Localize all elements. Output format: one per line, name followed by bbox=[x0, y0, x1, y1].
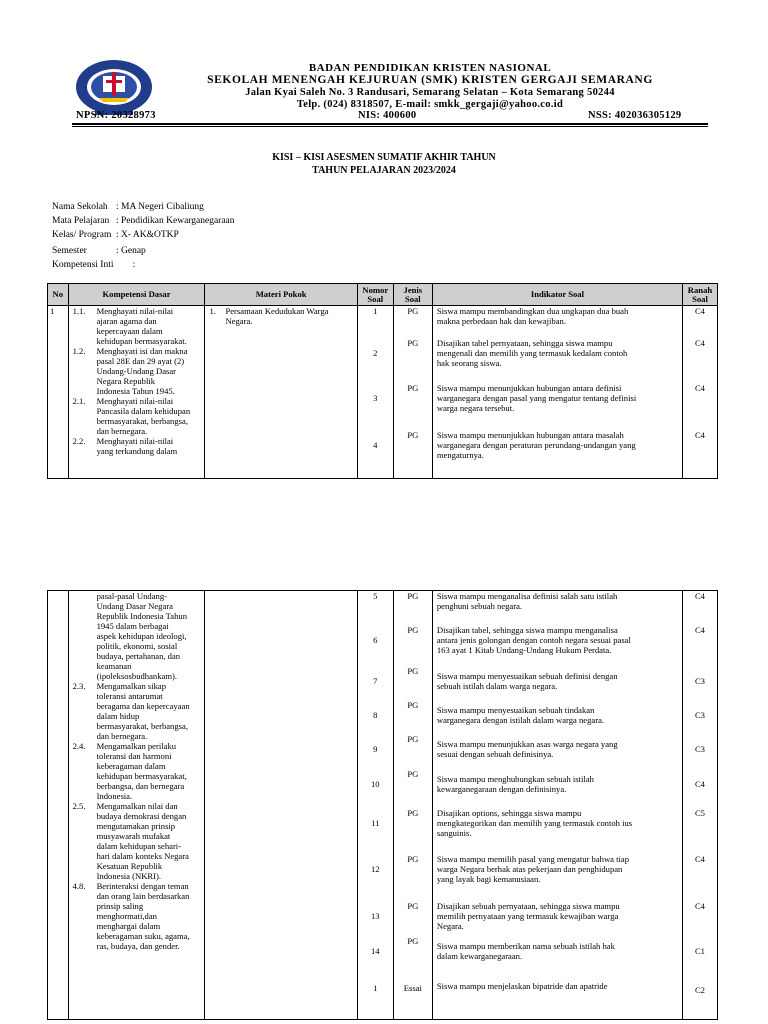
kd-line: Mengamalkan perilaku bbox=[96, 741, 177, 751]
question-number: 9 bbox=[373, 744, 378, 754]
indicator-line: mengkategorikan dan memilih yang termasuk contoh ius bbox=[436, 818, 633, 828]
cognitive-level: C4 bbox=[694, 901, 705, 911]
kd-line: toleransi dan harmoni bbox=[96, 751, 172, 761]
identity-value: : Pendidikan Kewarganegaraan bbox=[116, 216, 235, 226]
kd-line: Menghayati nilai-nilai bbox=[96, 396, 174, 406]
letterhead-ids bbox=[76, 110, 710, 124]
kd-line: Negara Republik bbox=[96, 376, 156, 386]
indicator-line: warganegara dengan peraturan perundang-undangan yang bbox=[436, 440, 636, 450]
identity-row bbox=[52, 216, 235, 230]
question-number: 1 bbox=[373, 983, 378, 993]
question-number: 10 bbox=[370, 779, 380, 789]
kd-line: yang terkandung dalam bbox=[96, 446, 178, 456]
kd-line: bermasyarakat, berbangsa, bbox=[96, 416, 188, 426]
indicator-line: warganegara dengan istilah dalam warga negara. bbox=[436, 715, 605, 725]
indicator-line: sebuah istilah dalam warga negara. bbox=[436, 681, 558, 691]
kd-line: (ipoleksosbudhankam). bbox=[96, 671, 178, 681]
question-number: 5 bbox=[373, 591, 378, 601]
identity-row bbox=[52, 202, 235, 216]
question-number: 2 bbox=[373, 348, 378, 358]
kd-item bbox=[71, 881, 203, 951]
kd-line: Mengamalkan sikap bbox=[96, 681, 167, 691]
kd-item bbox=[71, 801, 203, 881]
indicator-line: Disajikan options, sehingga siswa mampu bbox=[436, 808, 582, 818]
indicator-line: dalam kewarganegaraan. bbox=[436, 951, 523, 961]
indikator-cell bbox=[432, 591, 682, 1020]
kd-line: keberagaman suku, agama, bbox=[96, 931, 190, 941]
materi-cell bbox=[205, 306, 357, 479]
cognitive-level: C3 bbox=[694, 710, 705, 720]
question-type: PG bbox=[407, 936, 419, 946]
identity-label: Mata Pelajaran bbox=[52, 216, 110, 226]
indicator-line: penghuni sebuah negara. bbox=[436, 601, 523, 611]
question-number: 4 bbox=[373, 440, 378, 450]
kd-line: Pancasila dalam kehidupan bbox=[96, 406, 191, 416]
cognitive-level: C5 bbox=[694, 808, 705, 818]
indicator-text bbox=[437, 808, 678, 838]
kd-line: budaya demokrasi dengan bbox=[96, 811, 187, 821]
indicator-line: Siswa mampu menyesuaikan sebuah tindakan bbox=[436, 705, 595, 715]
question-type: PG bbox=[407, 769, 419, 779]
kd-item bbox=[71, 436, 203, 456]
nomor-cell bbox=[357, 306, 393, 479]
kd-line: bermasyarakat, berbangsa, bbox=[96, 721, 188, 731]
cognitive-level: C4 bbox=[694, 779, 705, 789]
indicator-text bbox=[437, 774, 678, 794]
kd-item bbox=[71, 741, 203, 801]
indicator-text bbox=[437, 739, 678, 759]
question-type: PG bbox=[407, 625, 419, 635]
nomor-cell bbox=[357, 591, 393, 1020]
indicator-line: hak seorang siswa. bbox=[436, 358, 502, 368]
indicator-line: warga negara tersebut. bbox=[436, 403, 515, 413]
kd-list bbox=[71, 306, 203, 456]
kd-line: Undang-Undang Dasar bbox=[96, 366, 177, 376]
letterhead-school-name: SEKOLAH MENENGAH KEJURUAN (SMK) KRISTEN GERGAJI SEMARANG bbox=[207, 74, 653, 86]
kd-line: menghormati,dan bbox=[96, 911, 157, 921]
cognitive-level: C4 bbox=[694, 338, 705, 348]
kd-cell bbox=[68, 306, 205, 479]
materi-line: Negara. bbox=[225, 316, 253, 326]
header-nomor-soal: Nomor Soal bbox=[357, 284, 393, 306]
cognitive-level: C4 bbox=[694, 383, 705, 393]
materi-item bbox=[207, 306, 354, 326]
cognitive-level: C4 bbox=[694, 854, 705, 864]
cognitive-level: C4 bbox=[694, 591, 705, 601]
identity-block bbox=[52, 202, 235, 274]
kd-line: ajaran agama dan bbox=[96, 316, 157, 326]
kd-line: dan bernegara. bbox=[96, 731, 148, 741]
kd-line: aspek kehidupan ideologi, bbox=[96, 631, 187, 641]
indicator-line: yang layak bagi kemanusiaan. bbox=[436, 874, 541, 884]
question-type: PG bbox=[407, 666, 419, 676]
document-subtitle: TAHUN PELAJARAN 2023/2024 bbox=[312, 165, 456, 176]
indicator-line: Siswa mampu menunjukkan hubungan antara masalah bbox=[436, 430, 624, 440]
indicator-line: Siswa mampu memilih pasal yang mengatur bahwa tiap bbox=[436, 854, 629, 864]
kd-line: berbangsa, dan bernegara bbox=[96, 781, 185, 791]
question-number: 6 bbox=[373, 635, 378, 645]
indicator-text bbox=[437, 705, 678, 725]
kd-line: prinsip saling bbox=[96, 901, 144, 911]
kd-line: mengutamakan prinsip bbox=[96, 821, 176, 831]
indicator-line: 163 ayat 1 Kitab Undang-Undang Hukum Perdata. bbox=[436, 645, 612, 655]
indicator-line: Siswa mampu memberikan nama sebuah istilah hak bbox=[436, 941, 615, 951]
kd-line: Mengamalkan nilai dan bbox=[96, 801, 178, 811]
letterhead-contact: Telp. (024) 8318507, E-mail: smkk_gergaji@yahoo.co.id bbox=[296, 99, 564, 110]
cognitive-level: C1 bbox=[694, 946, 705, 956]
header-ranah-soal: Ranah Soal bbox=[682, 284, 717, 306]
indicator-text bbox=[437, 338, 678, 368]
materi-line: Persamaan Kedudukan Warga bbox=[225, 306, 329, 316]
jenis-cell bbox=[393, 306, 432, 479]
cognitive-level: C3 bbox=[694, 676, 705, 686]
indicator-line: Siswa mampu menjelaskan bipatride dan apatride bbox=[436, 981, 608, 991]
question-type: PG bbox=[407, 700, 419, 710]
question-type: PG bbox=[407, 338, 419, 348]
indicator-line: makna perbedaan hak dan kewajiban. bbox=[436, 316, 566, 326]
kisi-table-part-1 bbox=[47, 283, 718, 479]
kd-list bbox=[71, 591, 203, 951]
kd-line: Indonesia Tahun 1945. bbox=[96, 386, 175, 396]
cognitive-level: C4 bbox=[694, 430, 705, 440]
npsn-label: NPSN: 20328973 bbox=[76, 110, 156, 121]
kd-number: 2.1. bbox=[72, 396, 86, 406]
kd-line: pasal-pasal Undang- bbox=[96, 591, 167, 601]
identity-value: : bbox=[116, 260, 136, 270]
kd-line: dalam hidup bbox=[96, 711, 140, 721]
kd-line: menghargai dalam bbox=[96, 921, 161, 931]
question-type: PG bbox=[407, 808, 419, 818]
kd-number: 1.2. bbox=[72, 346, 86, 356]
jenis-cell bbox=[393, 591, 432, 1020]
cognitive-level: C2 bbox=[694, 985, 705, 995]
kd-line: dan orang lain berdasarkan bbox=[96, 891, 190, 901]
indicator-line: memilih pernyataan yang termasuk kewajiban warga bbox=[436, 911, 619, 921]
indicator-line: Siswa mampu menunjukkan asas warga negara yang bbox=[436, 739, 618, 749]
indicator-line: Siswa mampu menunjukkan hubungan antara definisi bbox=[436, 383, 622, 393]
identity-label: Kelas/ Program bbox=[52, 230, 112, 240]
identity-row bbox=[52, 230, 235, 244]
question-number: 8 bbox=[373, 710, 378, 720]
kd-line: dan bernegara. bbox=[96, 426, 148, 436]
cognitive-level: C4 bbox=[694, 625, 705, 635]
cognitive-level: C3 bbox=[694, 744, 705, 754]
indicator-text bbox=[437, 671, 678, 691]
cognitive-level: C4 bbox=[694, 306, 705, 316]
indicator-line: warganegara dengan pasal yang mengatur tentang definisi bbox=[436, 393, 637, 403]
ranah-cell bbox=[682, 306, 717, 479]
question-number: 14 bbox=[370, 946, 380, 956]
identity-row bbox=[52, 260, 235, 274]
indicator-text bbox=[437, 625, 678, 655]
indikator-cell bbox=[432, 306, 682, 479]
kd-line: Berinteraksi dengan teman bbox=[96, 881, 189, 891]
kd-item bbox=[71, 681, 203, 741]
kd-line: dalam kehidupan sehari- bbox=[96, 841, 182, 851]
header-materi-pokok: Materi Pokok bbox=[205, 284, 357, 306]
question-number: 3 bbox=[373, 393, 378, 403]
nis-label: NIS: 400600 bbox=[358, 110, 417, 121]
identity-value: : Genap bbox=[116, 246, 146, 256]
table-row bbox=[48, 306, 718, 479]
identity-value: : MA Negeri Cibaliung bbox=[116, 202, 204, 212]
question-number: 1 bbox=[373, 306, 378, 316]
header-no: No bbox=[48, 284, 69, 306]
kd-line: Undang Dasar Negara bbox=[96, 601, 173, 611]
letterhead bbox=[70, 50, 710, 122]
kd-line: Menghayati isi dan makna bbox=[96, 346, 188, 356]
indicator-line: Disajikan tabel pernyataan, sehingga siswa mampu bbox=[436, 338, 613, 348]
kd-line: hari dalam konteks Negara bbox=[96, 851, 189, 861]
indicator-line: Siswa mampu menghubungkan sebuah istilah bbox=[436, 774, 594, 784]
kd-number: 4.8. bbox=[72, 881, 86, 891]
indicator-line: Siswa mampu menyesuaikan sebuah definisi dengan bbox=[436, 671, 618, 681]
kd-line: kepercayaan dalam bbox=[96, 326, 163, 336]
header-kompetensi-dasar: Kompetensi Dasar bbox=[68, 284, 205, 306]
header-jenis-soal: Jenis Soal bbox=[393, 284, 432, 306]
table-header-row bbox=[48, 284, 718, 306]
kd-line: kehidupan bermasyarakat. bbox=[96, 336, 187, 346]
indicator-text bbox=[437, 306, 678, 326]
kd-line: Indonesia (NKRI). bbox=[96, 871, 162, 881]
kd-line: beragama dan kepercayaan bbox=[96, 701, 190, 711]
row-number bbox=[48, 591, 69, 1020]
letterhead-rule bbox=[72, 123, 708, 125]
kd-line: keamanan bbox=[96, 661, 132, 671]
identity-row bbox=[52, 246, 235, 260]
document-title: KISI – KISI ASESMEN SUMATIF AKHIR TAHUN bbox=[272, 152, 496, 163]
indicator-line: Siswa mampu menganalisa definisi salah satu istilah bbox=[436, 591, 618, 601]
question-number: 13 bbox=[370, 911, 380, 921]
materi-number: 1. bbox=[209, 306, 216, 316]
kd-line: ras, budaya, dan gender. bbox=[96, 941, 180, 951]
kd-cell bbox=[68, 591, 205, 1020]
kd-line: Menghayati nilai-nilai bbox=[96, 306, 174, 316]
indicator-line: mengaturnya. bbox=[436, 450, 484, 460]
kd-line: Menghayati nilai-nilai bbox=[96, 436, 174, 446]
kd-item bbox=[71, 306, 203, 346]
indicator-text bbox=[437, 854, 678, 884]
question-type: Essai bbox=[403, 983, 422, 993]
identity-label: Nama Sekolah bbox=[52, 202, 108, 212]
kd-line: politik, ekonomi, sosial bbox=[96, 641, 178, 651]
kd-line: kehidupan bermasyarakat, bbox=[96, 771, 187, 781]
kd-line: 1945 dalam berbagai bbox=[96, 621, 169, 631]
indicator-line: warga Negara berhak atas pekerjaan dan penghidupan bbox=[436, 864, 623, 874]
kd-number: 2.5. bbox=[72, 801, 86, 811]
question-type: PG bbox=[407, 901, 419, 911]
kd-item bbox=[71, 396, 203, 436]
nss-label: NSS: 402036305129 bbox=[588, 110, 682, 121]
indicator-text bbox=[437, 981, 678, 991]
indicator-line: sanguinis. bbox=[436, 828, 472, 838]
question-number: 11 bbox=[371, 818, 380, 828]
question-number: 12 bbox=[370, 864, 380, 874]
indicator-line: Siswa mampu membandingkan dua ungkapan dua buah bbox=[436, 306, 629, 316]
kd-line: pasal 28E dan 29 ayat (2) bbox=[96, 356, 185, 366]
identity-label: Kompetensi Inti bbox=[52, 260, 114, 270]
question-number: 7 bbox=[373, 676, 378, 686]
indicator-line: antara jenis golongan dengan contoh negara sesuai pasal bbox=[436, 635, 631, 645]
kd-number: 2.4. bbox=[72, 741, 86, 751]
kd-line: Indonesia. bbox=[96, 791, 133, 801]
identity-value: : X- AK&OTKP bbox=[116, 230, 179, 240]
kd-number: 2.2. bbox=[72, 436, 86, 446]
indicator-line: sesuai dengan sebuah definisinya. bbox=[436, 749, 554, 759]
indicator-text bbox=[437, 430, 678, 460]
question-type: PG bbox=[407, 854, 419, 864]
table-row bbox=[48, 591, 718, 1020]
kisi-table-part-2 bbox=[47, 590, 718, 1020]
kd-line: toleransi antarumat bbox=[96, 691, 163, 701]
letterhead-foundation: BADAN PENDIDIKAN KRISTEN NASIONAL bbox=[308, 62, 552, 74]
indicator-line: Disajikan tabel, sehingga siswa mampu menganalisa bbox=[436, 625, 618, 635]
indicator-text bbox=[437, 383, 678, 413]
indicator-text bbox=[437, 591, 678, 611]
indicator-line: kewarganegaraan dengan definisinya. bbox=[436, 784, 567, 794]
kd-line: Republik Indonesia Tahun bbox=[96, 611, 187, 621]
letterhead-address: Jalan Kyai Saleh No. 3 Randusari, Semarang Selatan – Kota Semarang 50244 bbox=[245, 87, 615, 98]
kd-number: 1.1. bbox=[72, 306, 86, 316]
question-type: PG bbox=[407, 734, 419, 744]
indicator-text bbox=[437, 941, 678, 961]
kd-line: keberagaman dalam bbox=[96, 761, 166, 771]
kd-line: Kesatuan Republik bbox=[96, 861, 163, 871]
letterhead-rule-thin bbox=[72, 126, 708, 127]
materi-cell bbox=[205, 591, 357, 1020]
header-indikator-soal: Indikator Soal bbox=[432, 284, 682, 306]
kd-line: budaya, pertahanan, dan bbox=[96, 651, 181, 661]
kd-number: 2.3. bbox=[72, 681, 86, 691]
indicator-text bbox=[437, 901, 678, 931]
question-type: PG bbox=[407, 591, 419, 601]
question-type: PG bbox=[407, 306, 419, 316]
kd-item bbox=[71, 346, 203, 396]
indicator-line: Disajikan sebuah pernyataan, sehingga siswa mampu bbox=[436, 901, 620, 911]
question-type: PG bbox=[407, 430, 419, 440]
indicator-line: Negara. bbox=[436, 921, 464, 931]
question-type: PG bbox=[407, 383, 419, 393]
ranah-cell bbox=[682, 591, 717, 1020]
kd-line: musyawarah mufakat bbox=[96, 831, 171, 841]
indicator-line: mengenali dan memilih yang termasuk kedalam contoh bbox=[436, 348, 628, 358]
row-number: 1 bbox=[48, 306, 69, 479]
identity-label: Semester bbox=[52, 246, 87, 256]
